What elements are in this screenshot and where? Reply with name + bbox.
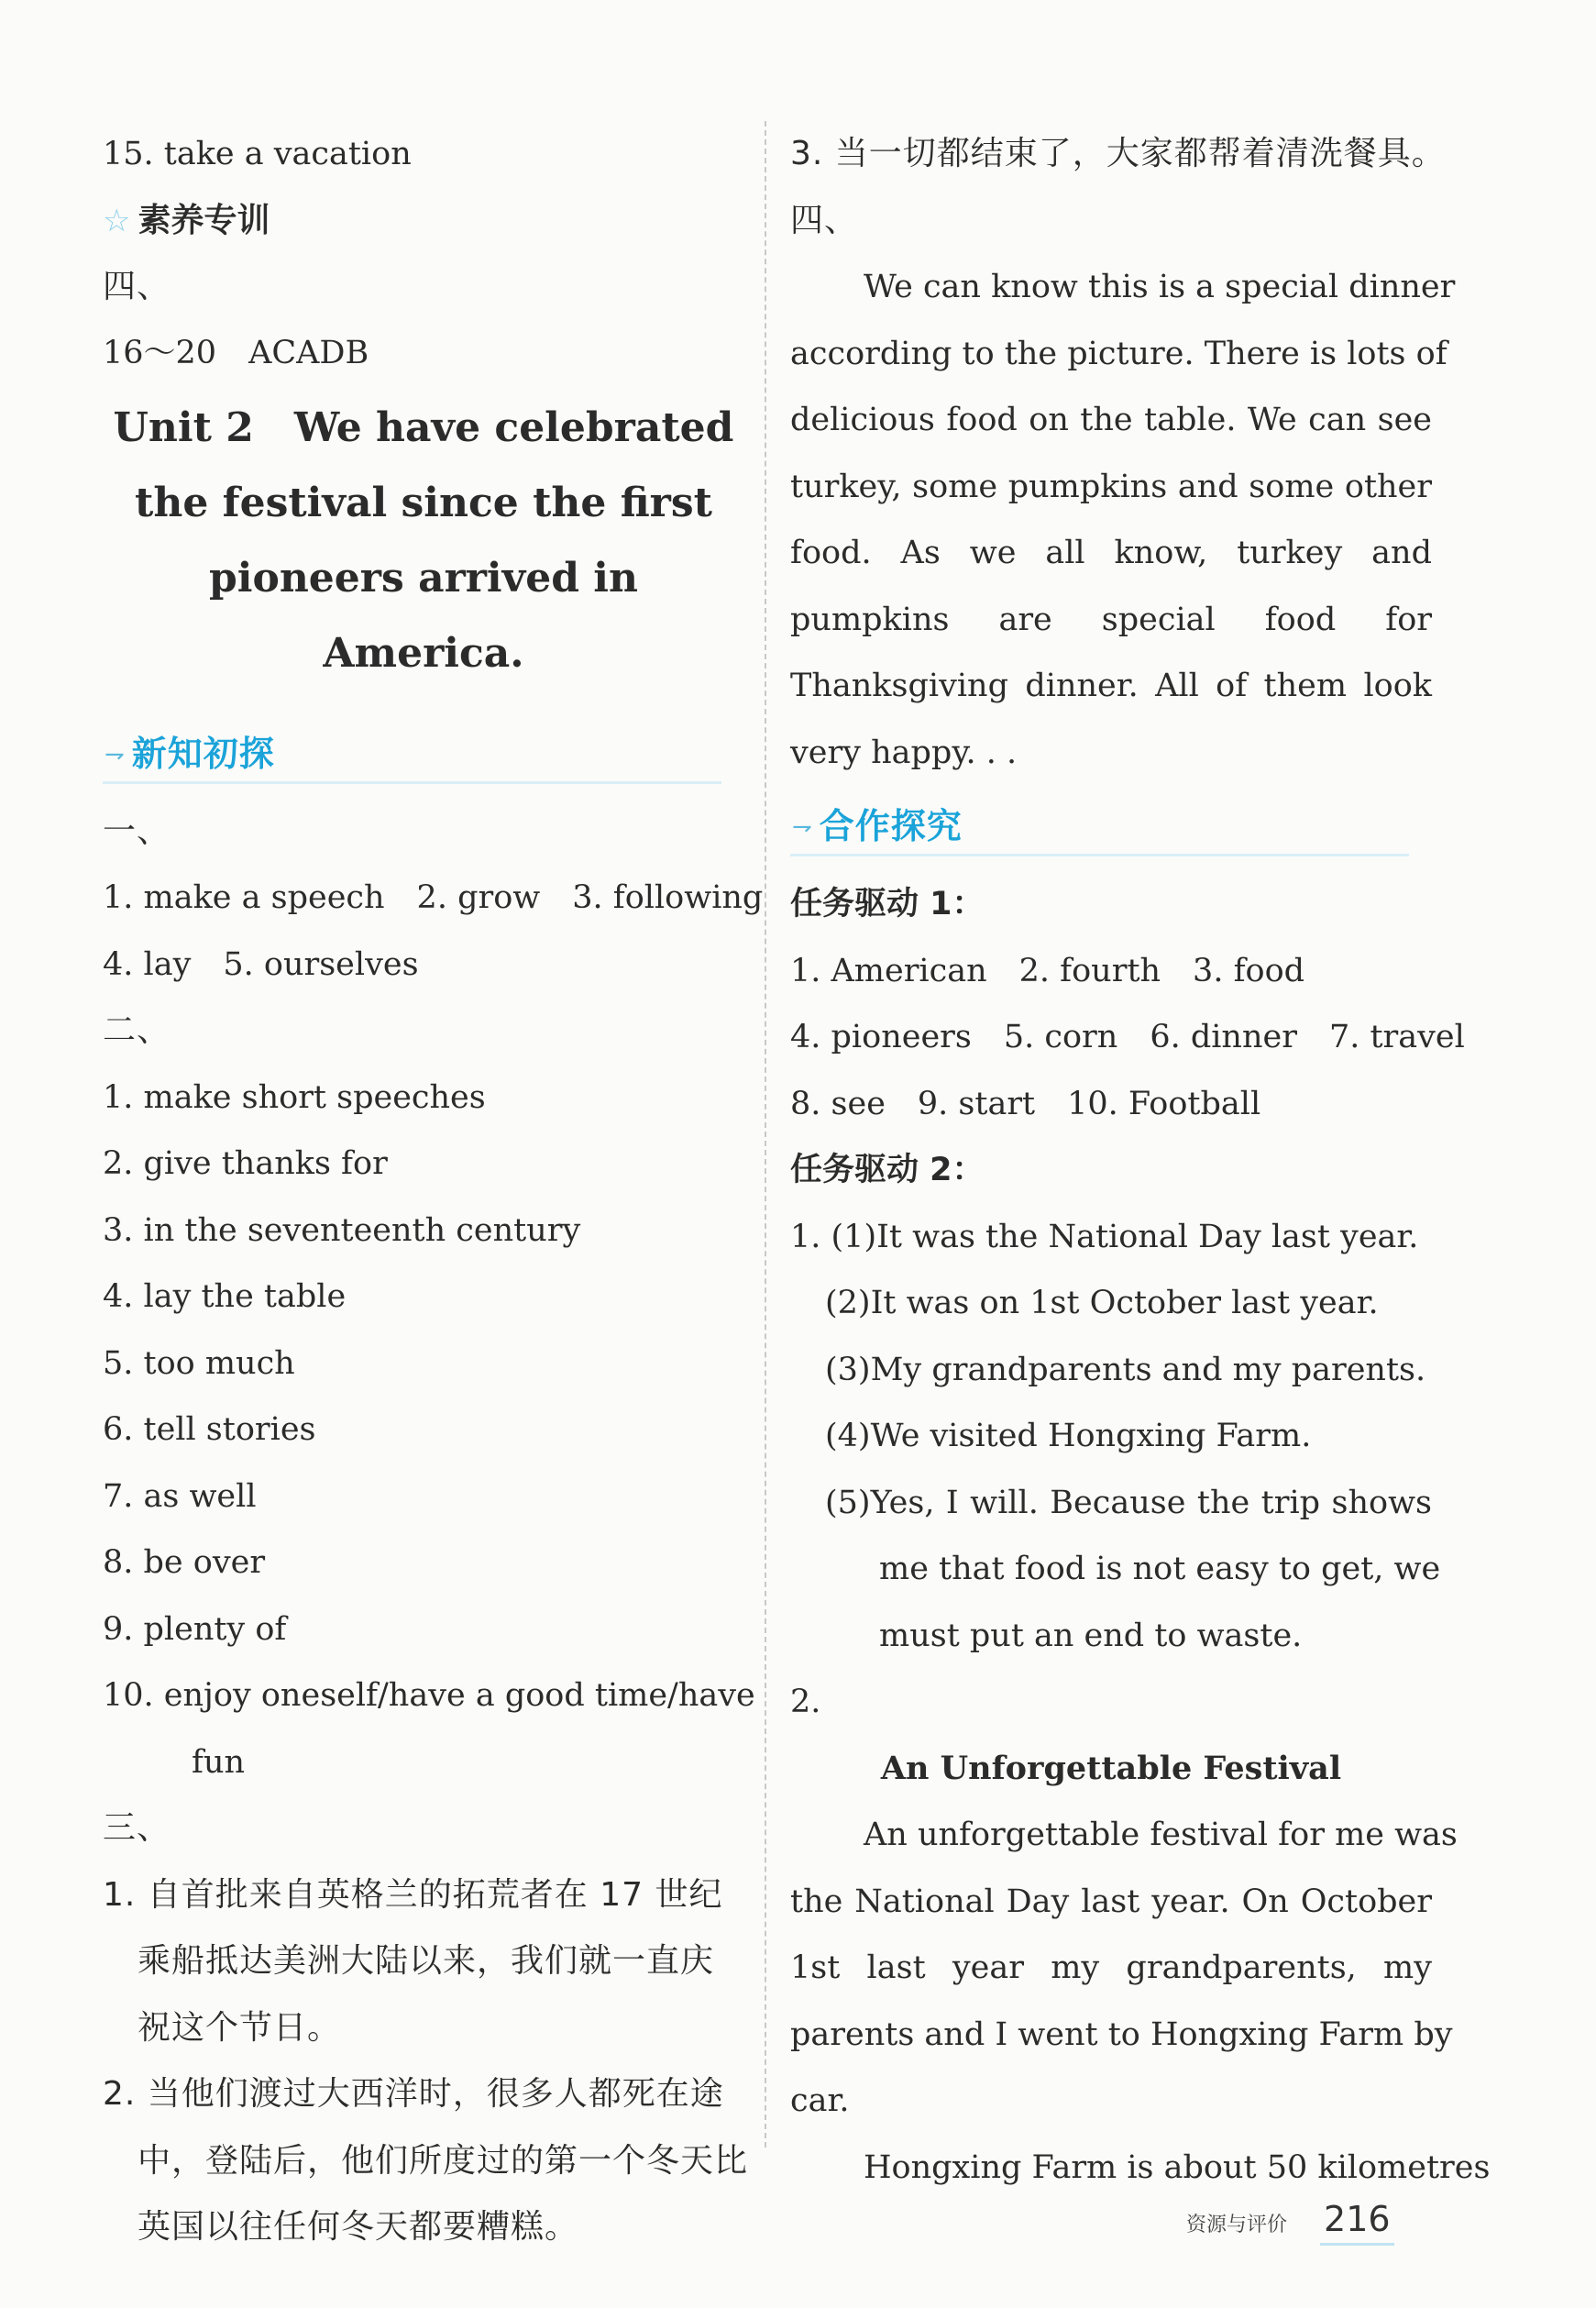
answer-16-20: 16～20 ACADB <box>103 335 369 371</box>
answer-1-2: (2)It was on 1st October last year. <box>825 1285 1379 1321</box>
answer-1-3: (3)My grandparents and my parents. <box>825 1351 1426 1388</box>
answer-1-5-cont: me that food is not easy to get, we <box>879 1551 1441 1587</box>
san-3: 3. 当一切都结束了，大家都帮着清洗餐具。 <box>790 135 1446 172</box>
unit-title-line: Unit 2 We have celebrated <box>113 403 734 451</box>
unit-title-line: the festival since the first <box>135 479 712 526</box>
para-line: delicious food on the table. We can see <box>790 402 1432 438</box>
er-item: 7. as well <box>103 1477 257 1515</box>
para-line: according to the picture. There is lots of <box>790 335 1447 372</box>
right-column <box>790 121 1491 2201</box>
para-line: very happy. . . <box>790 734 1018 771</box>
er-item: 8. be over <box>103 1544 266 1581</box>
section-hezuo <box>790 782 1409 856</box>
bookmark-icon: ⇁ <box>792 813 812 841</box>
page-footer <box>1186 2199 1394 2246</box>
er-item-10-cont: fun <box>192 1743 246 1781</box>
er-item: 6. tell stories <box>103 1411 316 1448</box>
para-line: turkey, some pumpkins and some other <box>790 468 1432 505</box>
star-icon: ☆ <box>103 202 131 239</box>
er-item: 9. plenty of <box>103 1610 287 1648</box>
part-si-label: 四、 <box>790 201 859 239</box>
er-item: 3. in the seventeenth century <box>103 1211 581 1249</box>
para-line: Thanksgiving dinner. All of them look <box>790 668 1432 704</box>
san-1: 1. 自首批来自英格兰的拓荒者在 17 世纪 <box>103 1875 723 1914</box>
section-title-xinzhi: 新知初探 <box>131 733 275 774</box>
task-1-line: 1. American 2. fourth 3. food <box>790 952 1305 989</box>
page-number: 216 <box>1320 2199 1394 2246</box>
san-2: 2. 当他们渡过大西洋时，很多人都死在途 <box>103 2075 724 2113</box>
yi-line-1: 1. make a speech 2. grow 3. following <box>103 879 764 916</box>
er-item: 2. give thanks for <box>103 1145 388 1182</box>
er-item: 4. lay the table <box>103 1278 347 1315</box>
part-yi-label: 一、 <box>103 812 171 850</box>
part-san-label: 三、 <box>103 1809 171 1847</box>
part-si-label: 四、 <box>103 267 171 305</box>
section-title-suyang: 素养专训 <box>138 201 270 239</box>
para-line: food. As we all know, turkey and <box>790 535 1432 571</box>
para-line: We can know this is a special dinner <box>864 269 1456 305</box>
answer-1-5: (5)Yes, I will. Because the trip shows <box>825 1484 1432 1521</box>
unit-title-line: pioneers arrived in America. <box>208 554 638 677</box>
essay-line: Hongxing Farm is about 50 kilometres <box>864 2148 1491 2186</box>
bookmark-icon: ⇁ <box>105 740 125 768</box>
column-divider <box>765 121 766 2148</box>
section-title-hezuo: 合作探究 <box>819 806 963 846</box>
answer-1-5-cont: must put an end to waste. <box>879 1617 1303 1654</box>
section-xinzhi <box>103 710 721 784</box>
task-1-label: 任务驱动 1： <box>790 886 985 922</box>
er-item: 5. too much <box>103 1344 295 1382</box>
er-item: 1. make short speeches <box>103 1078 486 1116</box>
essay-title: An Unforgettable Festival <box>880 1749 1342 1787</box>
essay-line: the National Day last year. On October <box>790 1883 1432 1920</box>
essay-line: An unforgettable festival for me was <box>864 1817 1458 1853</box>
section-suyang <box>103 188 744 254</box>
task-2-label: 任务驱动 2： <box>790 1152 985 1188</box>
yi-line-2: 4. lay 5. ourselves <box>103 945 419 983</box>
answer-1-4: (4)We visited Hongxing Farm. <box>825 1418 1312 1454</box>
para-line: pumpkins are special food for <box>790 601 1432 638</box>
task-1-line: 8. see 9. start 10. Football <box>790 1085 1261 1122</box>
task-1-line: 4. pioneers 5. corn 6. dinner 7. travel <box>790 1019 1465 1055</box>
left-column <box>103 121 764 2261</box>
answer-1-1: 1. (1)It was the National Day last year. <box>790 1218 1419 1255</box>
er-item-10: 10. enjoy oneself/have a good time/have <box>103 1677 755 1714</box>
san-1-cont: 乘船抵达美洲大陆以来，我们就一直庆 <box>138 1942 715 1980</box>
essay-line: car. <box>790 2082 850 2119</box>
unit-title <box>103 387 744 701</box>
essay-line: parents and I went to Hongxing Farm by <box>790 2015 1453 2053</box>
san-2-cont: 中，登陆后，他们所度过的第一个冬天比 <box>138 2141 749 2180</box>
part-er-label: 二、 <box>103 1011 171 1049</box>
answer-2-label: 2. <box>790 1684 821 1720</box>
san-1-cont: 祝这个节日。 <box>138 2008 342 2047</box>
footer-label: 资源与评价 <box>1186 2214 1288 2236</box>
san-2-cont: 英国以往任何冬天都要糟糕。 <box>138 2208 579 2246</box>
answer-15: 15. take a vacation <box>103 136 412 172</box>
essay-line: 1st last year my grandparents, my <box>790 1949 1432 1986</box>
